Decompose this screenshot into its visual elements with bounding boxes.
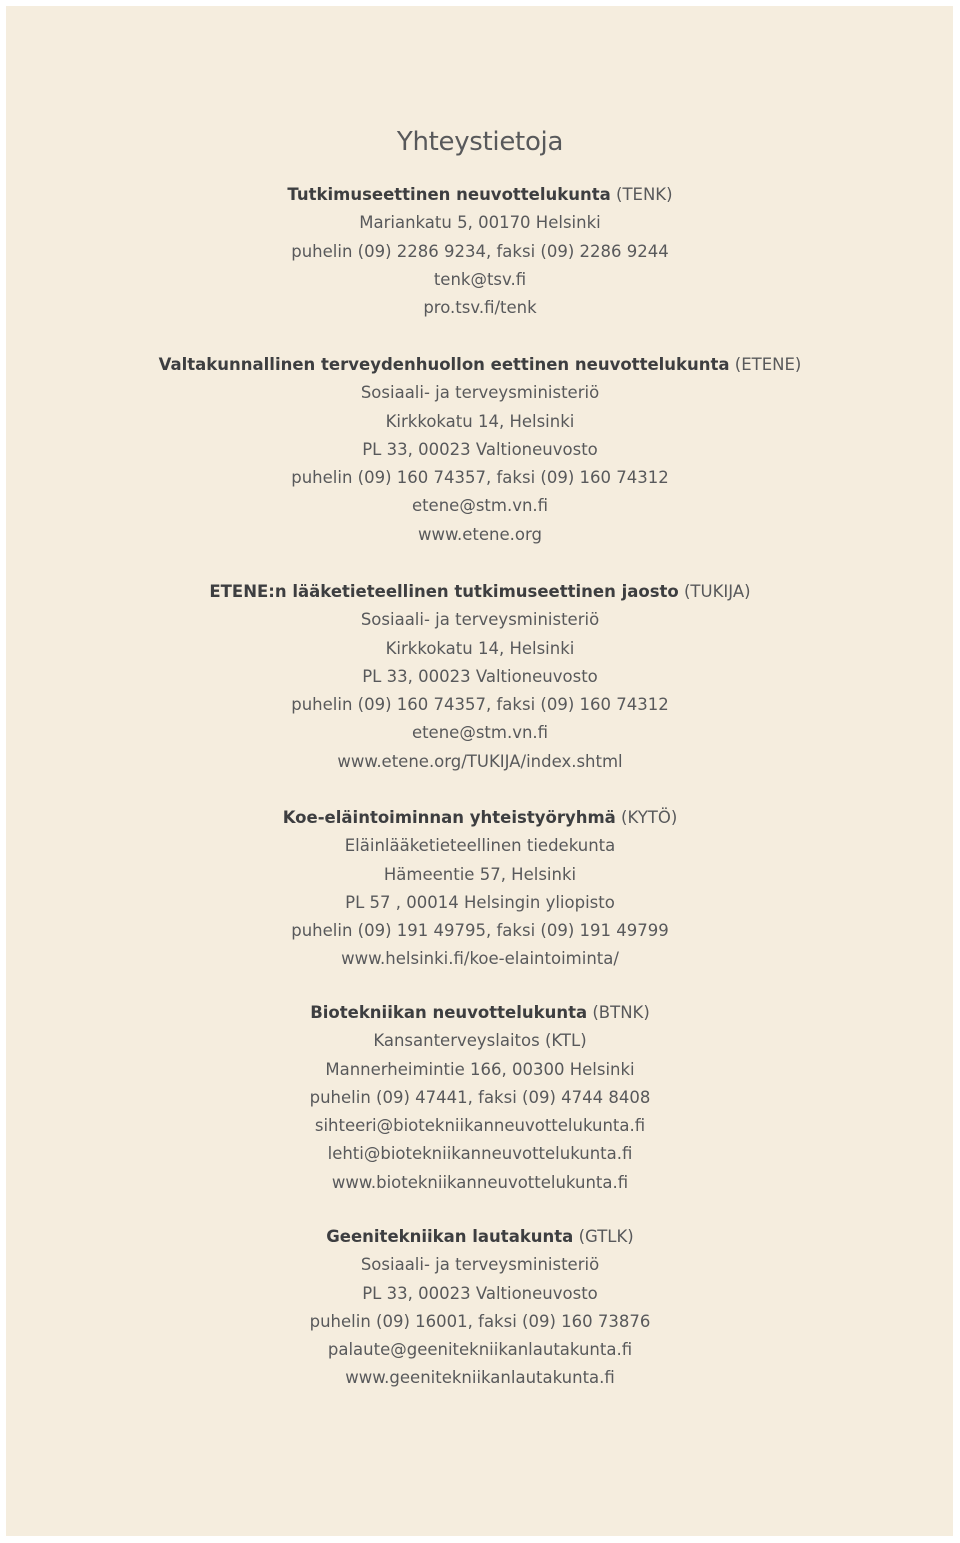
website-link[interactable]: www.geenitekniikanlautakunta.fi [345, 1368, 615, 1388]
postal-address-line: PL 33, 00023 Valtioneuvosto [362, 666, 598, 686]
contact-block-btnk [0, 999, 960, 1197]
org-abbr: (ETENE) [734, 355, 802, 374]
org-name: Geenitekniikan lautakunta [326, 1227, 574, 1246]
street-address-line: Hämeentie 57, Helsinki [383, 864, 577, 884]
website-link[interactable]: www.etene.org/TUKIJA/index.shtml [337, 751, 623, 771]
phone-line: puhelin (09) 16001, faksi (09) 160 73876 [309, 1311, 651, 1331]
contact-block-tukija [0, 578, 960, 776]
email-link[interactable]: sihteeri@biotekniikanneuvottelukunta.fi [314, 1116, 646, 1136]
org-abbr: (BTNK) [592, 1003, 650, 1022]
website-link[interactable]: www.biotekniikanneuvottelukunta.fi [331, 1172, 629, 1192]
postal-address-line: PL 57 , 00014 Helsingin yliopisto [345, 892, 615, 912]
org-heading [0, 999, 960, 1027]
faculty-line: Eläinlääketieteellinen tiedekunta [344, 836, 616, 856]
street-address-line: Kirkkokatu 14, Helsinki [385, 411, 575, 431]
org-heading [0, 804, 960, 832]
address-line: Mariankatu 5, 00170 Helsinki [359, 213, 601, 233]
ministry-line: Sosiaali- ja terveysministeriö [360, 383, 600, 403]
website-link[interactable]: www.etene.org [418, 524, 542, 544]
contact-block-gtlk [0, 1223, 960, 1393]
org-heading [0, 181, 960, 209]
email-link[interactable]: etene@stm.vn.fi [411, 496, 549, 516]
org-abbr: (KYTÖ) [621, 808, 678, 827]
street-address-line: Mannerheimintie 166, 00300 Helsinki [325, 1059, 635, 1079]
street-address-line: Kirkkokatu 14, Helsinki [385, 638, 575, 658]
org-name: Biotekniikan neuvottelukunta [310, 1003, 588, 1022]
org-heading [0, 1223, 960, 1251]
website-link[interactable]: pro.tsv.fi/tenk [423, 298, 537, 318]
phone-line: puhelin (09) 47441, faksi (09) 4744 8408 [309, 1087, 651, 1107]
phone-line: puhelin (09) 160 74357, faksi (09) 160 74312 [291, 695, 669, 715]
institute-line: Kansanterveyslaitos (KTL) [373, 1031, 587, 1051]
postal-address-line: PL 33, 00023 Valtioneuvosto [362, 1283, 598, 1303]
org-heading [0, 578, 960, 606]
website-link[interactable]: www.helsinki.fi/koe-elaintoiminta/ [341, 949, 619, 969]
org-abbr: (TUKIJA) [684, 582, 751, 601]
phone-line: puhelin (09) 2286 9234, faksi (09) 2286 9244 [291, 241, 669, 261]
org-name: Koe-eläintoiminnan yhteistyöryhmä [282, 808, 616, 827]
org-abbr: (GTLK) [578, 1227, 634, 1246]
contact-block-tenk [0, 181, 960, 322]
org-name: ETENE:n lääketieteellinen tutkimuseettinen jaosto [209, 582, 679, 601]
ministry-line: Sosiaali- ja terveysministeriö [360, 1255, 600, 1275]
ministry-line: Sosiaali- ja terveysministeriö [360, 610, 600, 630]
org-name: Tutkimuseettinen neuvottelukunta [287, 185, 611, 204]
contact-block-kyto [0, 804, 960, 974]
org-abbr: (TENK) [616, 185, 673, 204]
phone-line: puhelin (09) 191 49795, faksi (09) 191 49799 [291, 921, 669, 941]
email-link[interactable]: lehti@biotekniikanneuvottelukunta.fi [327, 1144, 633, 1164]
contact-block-etene [0, 351, 960, 549]
org-name: Valtakunnallinen terveydenhuollon eettinen neuvottelukunta [158, 355, 730, 374]
phone-line: puhelin (09) 160 74357, faksi (09) 160 74312 [291, 468, 669, 488]
email-link[interactable]: tenk@tsv.fi [433, 269, 527, 289]
email-link[interactable]: etene@stm.vn.fi [411, 723, 549, 743]
org-heading [0, 351, 960, 379]
postal-address-line: PL 33, 00023 Valtioneuvosto [362, 439, 598, 459]
email-link[interactable]: palaute@geenitekniikanlautakunta.fi [327, 1340, 633, 1360]
page-title: Yhteystietoja [396, 127, 564, 158]
